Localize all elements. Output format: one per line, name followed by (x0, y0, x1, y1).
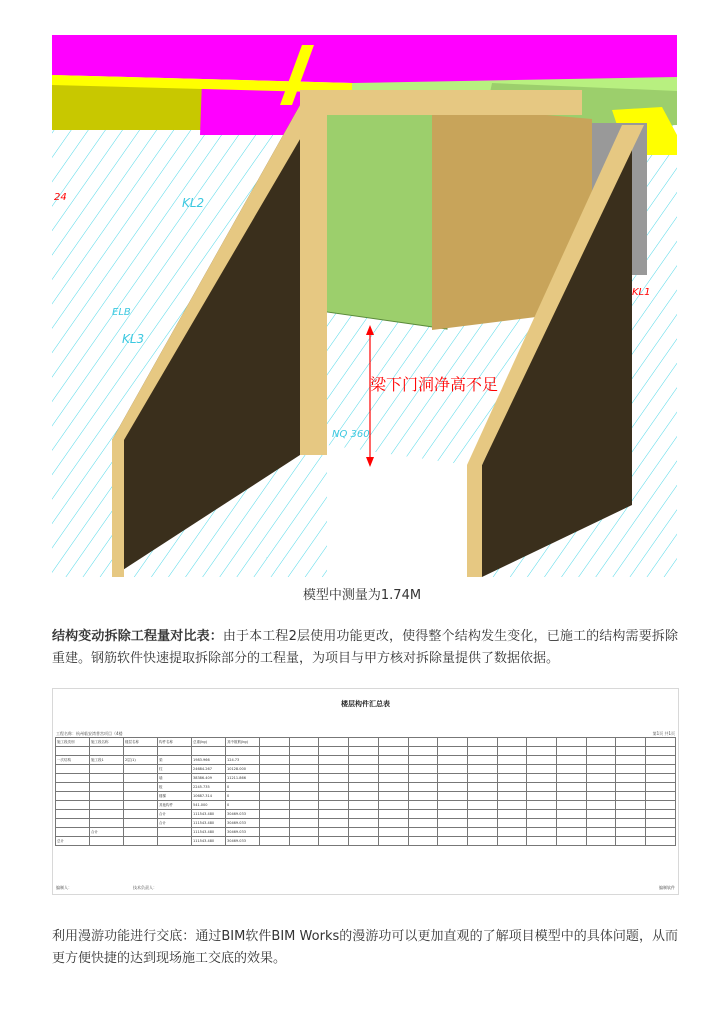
table-row (56, 765, 676, 774)
header-cell (260, 747, 290, 756)
table-cell (557, 801, 587, 810)
table-cell: 11211.866 (226, 774, 260, 783)
table-cell (557, 837, 587, 846)
paragraph-roaming: 利用漫游功能进行交底：通过BIM软件BIM Works的漫游功可以更加直观的了解项目模型中的具体问题，从而更方便快捷的达到现场施工交底的效果。 (52, 929, 678, 966)
table-cell (349, 756, 379, 765)
table-project: 工程名称：杭州临安湾普宫项目（4楼 (56, 731, 123, 736)
table-cell (289, 801, 319, 810)
table-cell (497, 783, 527, 792)
table-cell (467, 756, 497, 765)
table-cell (616, 783, 646, 792)
header-cell (438, 738, 468, 747)
table-cell (260, 828, 290, 837)
table-cell (378, 783, 408, 792)
table-cell (289, 810, 319, 819)
table-cell (616, 837, 646, 846)
table-cell: 柱 (158, 765, 192, 774)
table-cell (586, 801, 616, 810)
table-cell: 30469.033 (226, 810, 260, 819)
table-cell (378, 810, 408, 819)
table-cell (56, 828, 90, 837)
header-cell (497, 738, 527, 747)
table-cell (646, 837, 676, 846)
table-cell (646, 774, 676, 783)
table-cell: 0 (226, 801, 260, 810)
header-cell (408, 738, 438, 747)
table-cell (56, 792, 90, 801)
table-cell: 其他构件 (158, 801, 192, 810)
paragraph-demolition (52, 626, 678, 670)
table-cell (497, 810, 527, 819)
table-cell (378, 837, 408, 846)
table-cell (646, 810, 676, 819)
summary-table-image (52, 688, 679, 895)
table-cell (408, 756, 438, 765)
table-cell: 总计 (56, 837, 90, 846)
table-cell (527, 783, 557, 792)
table-header-row (56, 747, 676, 756)
header-cell (56, 747, 90, 756)
table-cell (378, 774, 408, 783)
table-cell (467, 801, 497, 810)
table-cell (124, 819, 158, 828)
table-row (56, 819, 676, 828)
table-cell (90, 819, 124, 828)
table-footer-mid: 技术负责人： (133, 885, 157, 890)
table-cell (438, 783, 468, 792)
table-row (56, 792, 676, 801)
table-cell (497, 756, 527, 765)
table-cell (378, 792, 408, 801)
table-cell (124, 774, 158, 783)
table-cell (616, 774, 646, 783)
table-cell: 10687.314 (192, 792, 226, 801)
table-cell (124, 837, 158, 846)
table-cell (467, 837, 497, 846)
table-cell (646, 792, 676, 801)
table-cell (586, 783, 616, 792)
door-opening-floor (327, 445, 467, 577)
table-cell (56, 801, 90, 810)
table-cell (124, 792, 158, 801)
table-cell: 板 (158, 783, 192, 792)
table-cell (260, 792, 290, 801)
header-cell (557, 738, 587, 747)
tag-24: 24 (54, 192, 67, 203)
tag-kl3: KL3 (122, 332, 145, 346)
table-cell: 合计 (158, 819, 192, 828)
table-cell (616, 792, 646, 801)
table-cell (319, 810, 349, 819)
table-footer-left: 编制人： (56, 885, 72, 890)
table-cell (260, 810, 290, 819)
table-cell (408, 837, 438, 846)
table-cell (349, 837, 379, 846)
model-figure (52, 35, 677, 577)
door-beam (320, 105, 447, 329)
table-cell (408, 810, 438, 819)
header-cell (527, 747, 557, 756)
header-cell (408, 747, 438, 756)
table-cell (586, 792, 616, 801)
header-cell (192, 747, 226, 756)
table-row (56, 837, 676, 846)
table-cell (260, 801, 290, 810)
table-cell (467, 792, 497, 801)
table-cell (586, 756, 616, 765)
table-cell (586, 774, 616, 783)
table-cell: 30469.033 (226, 819, 260, 828)
table-cell (467, 783, 497, 792)
header-cell (467, 747, 497, 756)
table-cell (616, 756, 646, 765)
table-cell (319, 783, 349, 792)
header-cell (319, 747, 349, 756)
table-cell (527, 810, 557, 819)
table-cell: 111543.480 (192, 828, 226, 837)
table-cell (438, 801, 468, 810)
table-cell (646, 765, 676, 774)
header-cell (497, 747, 527, 756)
table-header-row (56, 738, 676, 747)
table-cell (616, 765, 646, 774)
header-cell (226, 747, 260, 756)
table-cell (438, 774, 468, 783)
table-cell: 541.000 (192, 801, 226, 810)
table-cell (408, 819, 438, 828)
table-cell (124, 801, 158, 810)
summary-table (55, 737, 676, 846)
table-cell (586, 837, 616, 846)
header-cell (378, 747, 408, 756)
table-row (56, 774, 676, 783)
header-cell: 施工段名称 (90, 738, 124, 747)
table-cell (319, 792, 349, 801)
table-cell: 111543.480 (192, 819, 226, 828)
table-cell: 111543.480 (192, 810, 226, 819)
header-cell (349, 738, 379, 747)
table-cell (527, 828, 557, 837)
header-cell (289, 747, 319, 756)
header-cell: 其中箍筋(kg) (226, 738, 260, 747)
table-cell: 0 (226, 792, 260, 801)
table-cell (319, 801, 349, 810)
figure-caption: 模型中测量为1.74M (302, 588, 422, 603)
table-cell (586, 810, 616, 819)
table-cell (349, 774, 379, 783)
table-cell (497, 792, 527, 801)
table-cell (497, 828, 527, 837)
table-cell (557, 792, 587, 801)
table-cell (319, 819, 349, 828)
tag-kl2: KL2 (182, 196, 205, 210)
table-cell (586, 765, 616, 774)
annotation-label: 梁下门洞净高不足 (370, 375, 499, 394)
table-cell (438, 828, 468, 837)
table-cell (408, 783, 438, 792)
table-cell (56, 810, 90, 819)
table-cell (289, 792, 319, 801)
table-cell (497, 801, 527, 810)
table-row (56, 801, 676, 810)
table-cell: 30469.033 (226, 828, 260, 837)
table-cell: 楼梯 (158, 792, 192, 801)
table-cell (497, 774, 527, 783)
model-render (52, 35, 677, 577)
table-cell (408, 765, 438, 774)
table-cell (557, 828, 587, 837)
header-cell: 构件名称 (158, 738, 192, 747)
table-cell (467, 810, 497, 819)
header-cell: 楼层名称 (124, 738, 158, 747)
header-cell: 施工段类别 (56, 738, 90, 747)
table-cell: 墙 (158, 774, 192, 783)
table-cell (408, 774, 438, 783)
table-cell: 38386.409 (192, 774, 226, 783)
table-cell (557, 774, 587, 783)
header-cell (646, 738, 676, 747)
table-cell (260, 765, 290, 774)
header-cell: 总重(kg) (192, 738, 226, 747)
table-cell (408, 792, 438, 801)
table-cell (349, 792, 379, 801)
table-cell: 0 (226, 783, 260, 792)
table-cell: 合计 (158, 810, 192, 819)
table-cell (646, 828, 676, 837)
table-footer-right: 编制软件 (659, 885, 675, 890)
table-cell (319, 828, 349, 837)
table-cell (497, 819, 527, 828)
table-cell (438, 792, 468, 801)
tag-kl1: KL1 (632, 287, 651, 298)
table-cell (527, 801, 557, 810)
table-cell (289, 828, 319, 837)
table-cell (527, 837, 557, 846)
table-cell: 24684.267 (192, 765, 226, 774)
table-cell (467, 765, 497, 774)
table-cell (90, 792, 124, 801)
table-cell: 施工段1 (90, 756, 124, 765)
header-cell (586, 747, 616, 756)
table-cell (527, 819, 557, 828)
table-cell (260, 837, 290, 846)
header-cell (349, 747, 379, 756)
column-left (300, 90, 327, 455)
header-cell (289, 738, 319, 747)
header-cell (586, 738, 616, 747)
table-cell (289, 774, 319, 783)
table-cell: 2245.735 (192, 783, 226, 792)
table-cell (467, 828, 497, 837)
table-cell (158, 828, 192, 837)
table-body (56, 738, 676, 846)
header-cell (438, 747, 468, 756)
table-cell (438, 756, 468, 765)
table-cell: 124.73 (226, 756, 260, 765)
table-cell (319, 756, 349, 765)
tag-elb: ELB (112, 307, 131, 318)
table-cell: 一次结构 (56, 756, 90, 765)
table-cell (56, 819, 90, 828)
table-cell (124, 783, 158, 792)
table-cell (616, 828, 646, 837)
table-cell (557, 810, 587, 819)
table-row (56, 783, 676, 792)
table-row (56, 756, 676, 765)
table-cell: 梁 (158, 756, 192, 765)
table-title: 楼层构件汇总表 (341, 700, 390, 708)
paragraph-demolition-text: 由于本工程2层使用功能更改，使得整个结构发生变化，已施工的结构需要拆除重建。钢筋软件快速提取拆除部分的工程量，为项目与甲方核对拆除量提供了数据依据。 (52, 629, 678, 666)
table-cell (289, 837, 319, 846)
header-cell (527, 738, 557, 747)
tag-nq360: NQ 360 (332, 429, 370, 440)
table-cell (557, 765, 587, 774)
table-cell (260, 756, 290, 765)
table-cell (289, 819, 319, 828)
table-cell (646, 819, 676, 828)
header-cell (616, 738, 646, 747)
table-cell (124, 828, 158, 837)
table-cell (467, 774, 497, 783)
table-cell (158, 837, 192, 846)
table-cell (90, 765, 124, 774)
table-cell (616, 810, 646, 819)
header-cell (260, 738, 290, 747)
table-cell: 2层(1) (124, 756, 158, 765)
table-cell: 10128.000 (226, 765, 260, 774)
table-cell (90, 774, 124, 783)
header-cell (557, 747, 587, 756)
table-cell (646, 801, 676, 810)
table-cell (557, 783, 587, 792)
table-cell (349, 765, 379, 774)
table-cell (349, 783, 379, 792)
table-cell (260, 819, 290, 828)
wall-top-lintel (300, 90, 582, 115)
table-cell (586, 819, 616, 828)
table-cell: 30469.033 (226, 837, 260, 846)
table-cell (527, 756, 557, 765)
table-cell (616, 801, 646, 810)
table-cell (438, 765, 468, 774)
header-cell (124, 747, 158, 756)
table-cell: 合计 (90, 828, 124, 837)
table-cell (408, 801, 438, 810)
table-cell (378, 801, 408, 810)
header-cell (90, 747, 124, 756)
table-cell (260, 783, 290, 792)
table-cell (124, 810, 158, 819)
table-cell (349, 810, 379, 819)
table-cell (378, 828, 408, 837)
table-cell (349, 819, 379, 828)
table-cell (646, 756, 676, 765)
table-cell (56, 765, 90, 774)
header-cell (158, 747, 192, 756)
table-cell (90, 783, 124, 792)
table-cell (319, 774, 349, 783)
table-cell (378, 819, 408, 828)
table-cell (378, 756, 408, 765)
header-cell (319, 738, 349, 747)
header-cell (646, 747, 676, 756)
table-cell (557, 819, 587, 828)
table-cell (586, 828, 616, 837)
table-row (56, 828, 676, 837)
table-cell (349, 828, 379, 837)
table-cell (289, 756, 319, 765)
wall-right-edge (467, 465, 482, 577)
wall-left-edge (112, 440, 124, 577)
table-cell (497, 765, 527, 774)
table-cell: 1983.966 (192, 756, 226, 765)
table-cell (90, 837, 124, 846)
table-cell (349, 801, 379, 810)
table-cell (467, 819, 497, 828)
table-cell (260, 774, 290, 783)
table-cell (378, 765, 408, 774)
table-cell (319, 765, 349, 774)
table-cell (289, 783, 319, 792)
table-row (56, 810, 676, 819)
table-cell (56, 774, 90, 783)
header-cell (616, 747, 646, 756)
table-cell (124, 765, 158, 774)
table-cell (438, 819, 468, 828)
table-cell (56, 783, 90, 792)
table-cell (557, 756, 587, 765)
table-cell (90, 810, 124, 819)
table-cell (289, 765, 319, 774)
table-cell (616, 819, 646, 828)
table-cell (497, 837, 527, 846)
table-cell (319, 837, 349, 846)
table-cell (408, 828, 438, 837)
table-cell (527, 792, 557, 801)
table-cell (438, 837, 468, 846)
table-cell (527, 774, 557, 783)
table-cell: 111543.480 (192, 837, 226, 846)
header-cell (378, 738, 408, 747)
paragraph-demolition-heading: 结构变动拆除工程量对比表： (52, 629, 223, 644)
table-cell (646, 783, 676, 792)
table-cell (438, 810, 468, 819)
table-page: 第1页 共1页 (652, 731, 675, 736)
table-cell (90, 801, 124, 810)
table-cell (527, 765, 557, 774)
header-cell (467, 738, 497, 747)
